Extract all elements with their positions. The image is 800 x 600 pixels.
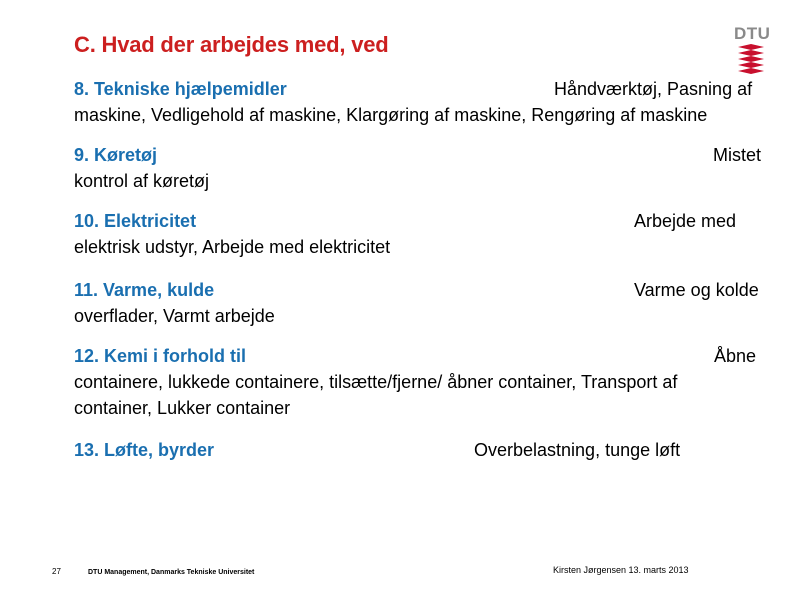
section-heading: 11. Varme, kulde xyxy=(74,280,215,300)
section-text: containere, lukkede containere, tilsætte/fjerne/ åbner container, Transport af xyxy=(74,372,678,392)
dtu-logo-icon xyxy=(734,44,768,74)
section-heading: 9. Køretøj xyxy=(74,145,158,165)
section-11 xyxy=(74,277,766,329)
section-text: overflader, Varmt arbejde xyxy=(74,306,275,326)
page-number: 27 xyxy=(52,567,61,576)
section-10 xyxy=(74,208,766,260)
dtu-logo-text: DTU xyxy=(734,24,771,43)
section-13 xyxy=(74,437,766,463)
section-text-start: Overbelastning, tunge løft xyxy=(474,440,681,460)
section-text-start: Mistet xyxy=(713,145,762,165)
section-text: kontrol af køretøj xyxy=(74,171,210,191)
footer-author-date: Kirsten Jørgensen 13. marts 2013 xyxy=(553,565,689,575)
section-12 xyxy=(74,343,766,421)
footer-organization: DTU Management, Danmarks Tekniske Universitet xyxy=(88,569,255,576)
section-text-start: Håndværktøj, Pasning af xyxy=(554,79,753,99)
section-text: container, Lukker container xyxy=(74,398,291,418)
section-8 xyxy=(74,76,766,128)
section-text-start: Åbne xyxy=(714,346,757,366)
section-heading: 13. Løfte, byrder xyxy=(74,440,215,460)
section-text-start: Arbejde med xyxy=(634,211,737,231)
section-9 xyxy=(74,142,766,194)
section-text: maskine, Vedligehold af maskine, Klargøring af maskine, Rengøring af maskine xyxy=(74,105,708,125)
dtu-logo xyxy=(732,24,771,76)
section-text-start: Varme og kolde xyxy=(634,280,759,300)
section-heading: 10. Elektricitet xyxy=(74,211,197,231)
section-heading: 8. Tekniske hjælpemidler xyxy=(74,79,287,99)
section-text: elektrisk udstyr, Arbejde med elektricitet xyxy=(74,237,391,257)
section-heading: 12. Kemi i forhold til xyxy=(74,346,247,366)
slide-title: C. Hvad der arbejdes med, ved xyxy=(74,32,389,57)
